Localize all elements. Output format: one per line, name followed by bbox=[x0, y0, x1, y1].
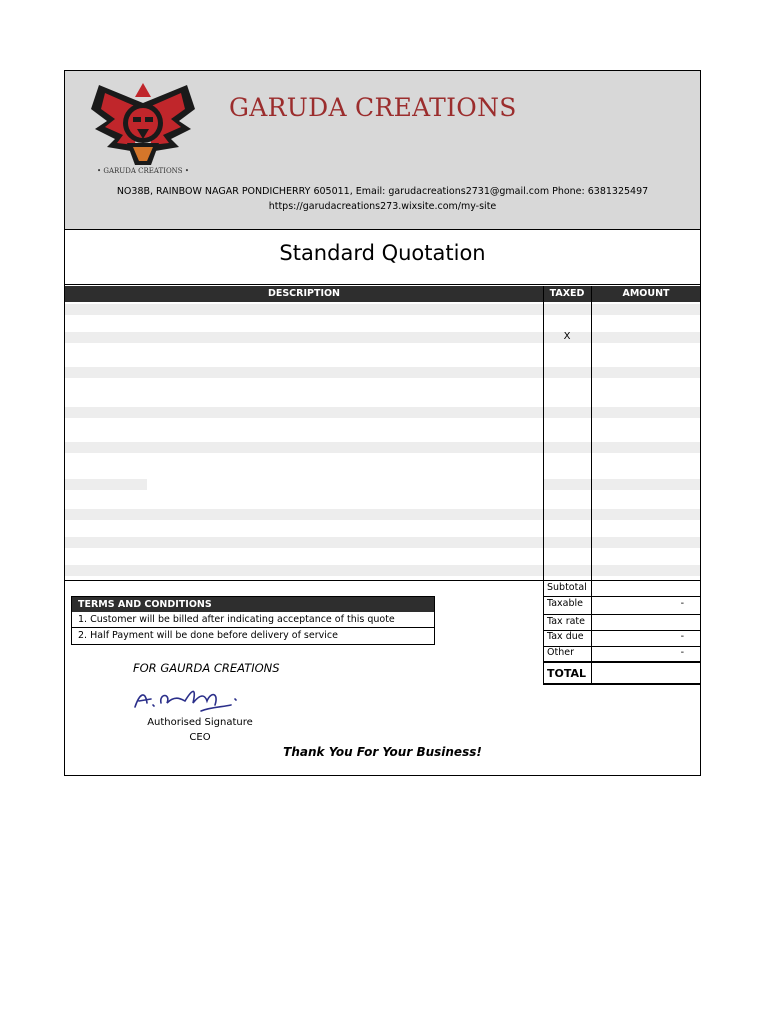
signatory-role: CEO bbox=[189, 732, 211, 743]
garuda-logo bbox=[87, 81, 199, 181]
total-label: TOTAL bbox=[547, 667, 587, 680]
tax-rate-label: Tax rate bbox=[547, 616, 585, 627]
thank-you-note: Thank You For Your Business! bbox=[283, 745, 482, 759]
table-row bbox=[65, 332, 700, 343]
terms-and-conditions bbox=[71, 596, 435, 645]
table-row bbox=[65, 565, 700, 576]
document-title: Standard Quotation bbox=[279, 241, 486, 265]
totals-rule bbox=[543, 614, 700, 615]
table-row bbox=[65, 509, 700, 520]
table-row bbox=[65, 537, 700, 548]
total-top-rule bbox=[543, 661, 700, 663]
logo-caption: • GARUDA CREATIONS • bbox=[97, 167, 189, 175]
table-row bbox=[65, 304, 700, 315]
for-company-label: FOR GAURDA CREATIONS bbox=[133, 661, 280, 675]
header-band bbox=[65, 71, 700, 230]
quotation-sheet bbox=[64, 70, 701, 776]
amount-column-border bbox=[591, 286, 592, 684]
tax-due-value: - bbox=[680, 631, 684, 642]
company-website: https://garudacreations273.wixsite.com/my-site bbox=[268, 201, 497, 212]
totals-rule bbox=[543, 596, 700, 597]
authorised-signature-label: Authorised Signature bbox=[147, 717, 253, 728]
terms-heading: TERMS AND CONDITIONS bbox=[72, 597, 434, 612]
tax-due-label: Tax due bbox=[547, 631, 584, 642]
terms-item: 1. Customer will be billed after indicating acceptance of this quote bbox=[72, 612, 434, 628]
subtotal-label: Subtotal bbox=[547, 582, 587, 593]
taxable-label: Taxable bbox=[547, 598, 584, 609]
title-divider bbox=[65, 284, 700, 285]
column-taxed: TAXED bbox=[549, 288, 585, 299]
company-address: NO38B, RAINBOW NAGAR PONDICHERRY 605011, Email: garudacreations2731@gmail.com Phone: 6381325497 bbox=[116, 186, 649, 197]
table-row bbox=[65, 442, 700, 453]
total-bottom-rule bbox=[543, 683, 700, 685]
table-row bbox=[65, 479, 147, 490]
terms-item: 2. Half Payment will be done before delivery of service bbox=[78, 630, 338, 641]
column-amount: AMOUNT bbox=[622, 288, 670, 299]
company-name: GARUDA CREATIONS bbox=[229, 93, 517, 122]
table-row bbox=[65, 367, 700, 378]
column-description: DESCRIPTION bbox=[267, 288, 341, 299]
other-label: Other bbox=[547, 647, 574, 658]
table-row bbox=[543, 479, 700, 490]
taxed-column-border bbox=[543, 286, 544, 684]
items-bottom-rule bbox=[65, 580, 700, 581]
taxable-value: - bbox=[680, 598, 684, 609]
other-value: - bbox=[680, 647, 684, 658]
taxed-mark: X bbox=[563, 331, 571, 342]
table-header bbox=[65, 286, 700, 302]
handwritten-signature bbox=[131, 681, 251, 717]
table-row bbox=[65, 407, 700, 418]
